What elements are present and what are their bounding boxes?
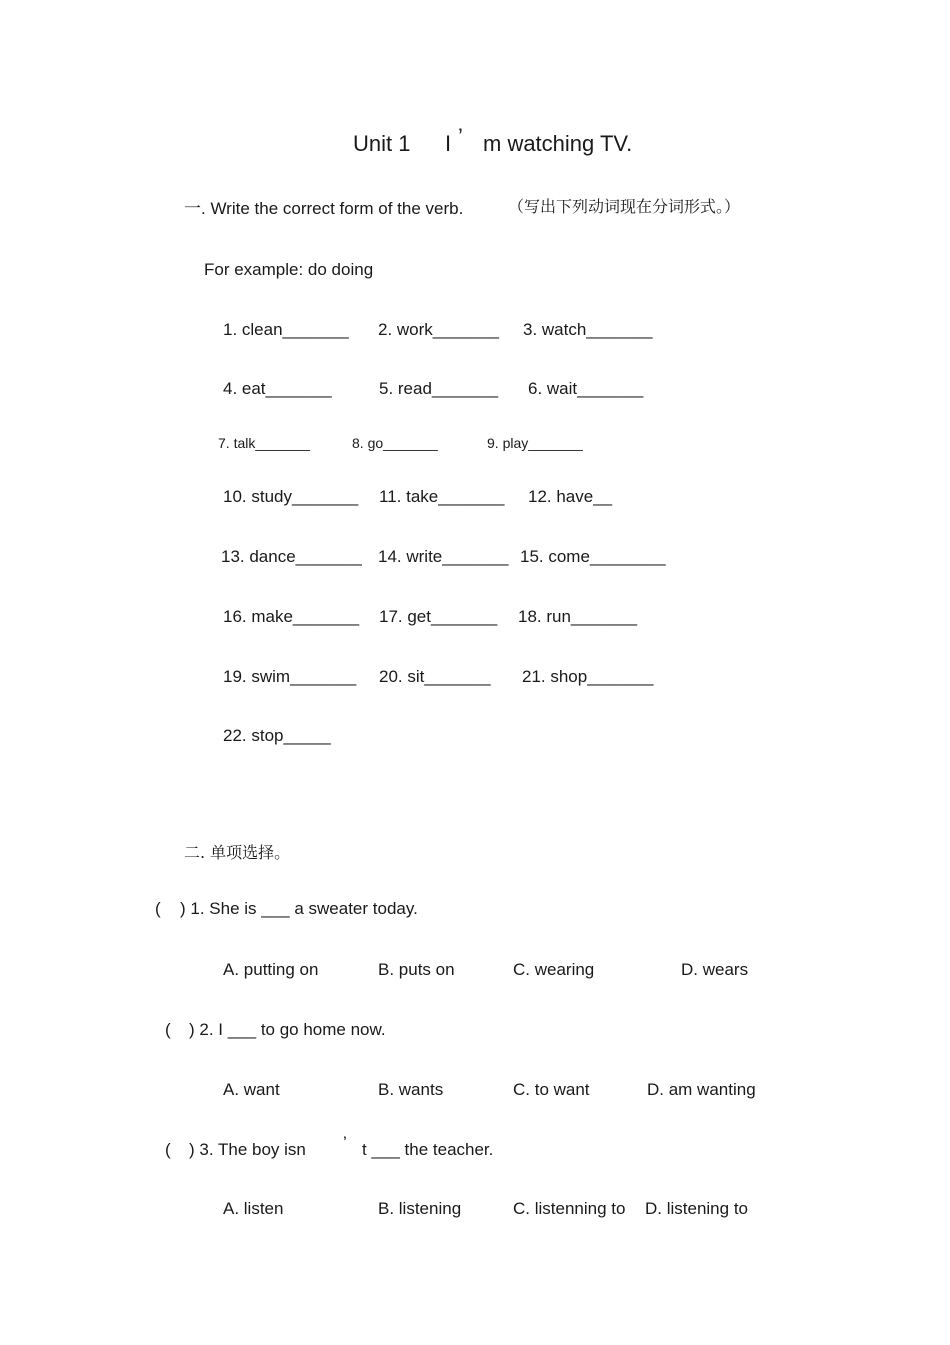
option-b: B. wants (378, 1080, 444, 1099)
option-a: A. listen (223, 1199, 284, 1218)
verb-item: 2. work_______ (378, 320, 499, 339)
question-text: ) 1. She is ___ a sweater today. (180, 899, 418, 918)
verb-item: 4. eat_______ (223, 379, 332, 398)
title-i: I (445, 131, 452, 156)
verb-item: 14. write_______ (378, 547, 509, 566)
verb-item: 15. come________ (520, 547, 666, 566)
section1-heading-cn: （写出下列动词现在分词形式。） (508, 197, 741, 216)
verb-item: 1. clean_______ (223, 320, 349, 339)
verb-item: 6. wait_______ (528, 379, 644, 398)
verb-item: 20. sit_______ (379, 667, 491, 686)
question-text: ) 3. The boy isn (189, 1140, 306, 1159)
verb-item: 13. dance_______ (221, 547, 362, 566)
title-apostrophe: ’ (458, 124, 463, 149)
answer-paren: ( (155, 899, 161, 918)
option-d: D. am wanting (647, 1080, 756, 1099)
example-line: For example: do doing (204, 260, 374, 279)
section2-heading: 二. 单项选择。 (184, 843, 291, 862)
option-b: B. listening (378, 1199, 462, 1218)
option-a: A. want (223, 1080, 280, 1099)
answer-paren: ( (165, 1020, 171, 1039)
option-a: A. putting on (223, 960, 319, 979)
verb-item: 7. talk_______ (218, 435, 310, 451)
verb-item: 8. go_______ (352, 435, 438, 451)
verb-item: 3. watch_______ (523, 320, 653, 339)
verb-item: 5. read_______ (379, 379, 499, 398)
option-c: C. wearing (513, 960, 595, 979)
verb-item: 21. shop_______ (522, 667, 654, 686)
question-text: ) 2. I ___ to go home now. (189, 1020, 386, 1039)
question-text: t ___ the teacher. (362, 1140, 494, 1159)
answer-paren: ( (165, 1140, 171, 1159)
title-rest: m watching TV. (483, 131, 633, 156)
verb-item: 22. stop_____ (223, 726, 331, 745)
question-apostrophe: ’ (343, 1133, 347, 1152)
verb-item: 18. run_______ (518, 607, 638, 626)
option-b: B. puts on (378, 960, 455, 979)
verb-item: 9. play_______ (487, 435, 583, 451)
verb-item: 19. swim_______ (223, 667, 357, 686)
section1-heading: 一. Write the correct form of the verb. (184, 199, 464, 218)
option-d: D. wears (681, 960, 749, 979)
verb-item: 11. take_______ (379, 487, 505, 506)
verb-item: 10. study_______ (223, 487, 359, 506)
title-unit: Unit 1 (353, 131, 411, 156)
option-c: C. to want (513, 1080, 590, 1099)
verb-item: 17. get_______ (379, 607, 498, 626)
verb-item: 16. make_______ (223, 607, 360, 626)
option-d: D. listening to (645, 1199, 748, 1218)
option-c: C. listenning to (513, 1199, 626, 1218)
verb-item: 12. have__ (528, 487, 613, 506)
